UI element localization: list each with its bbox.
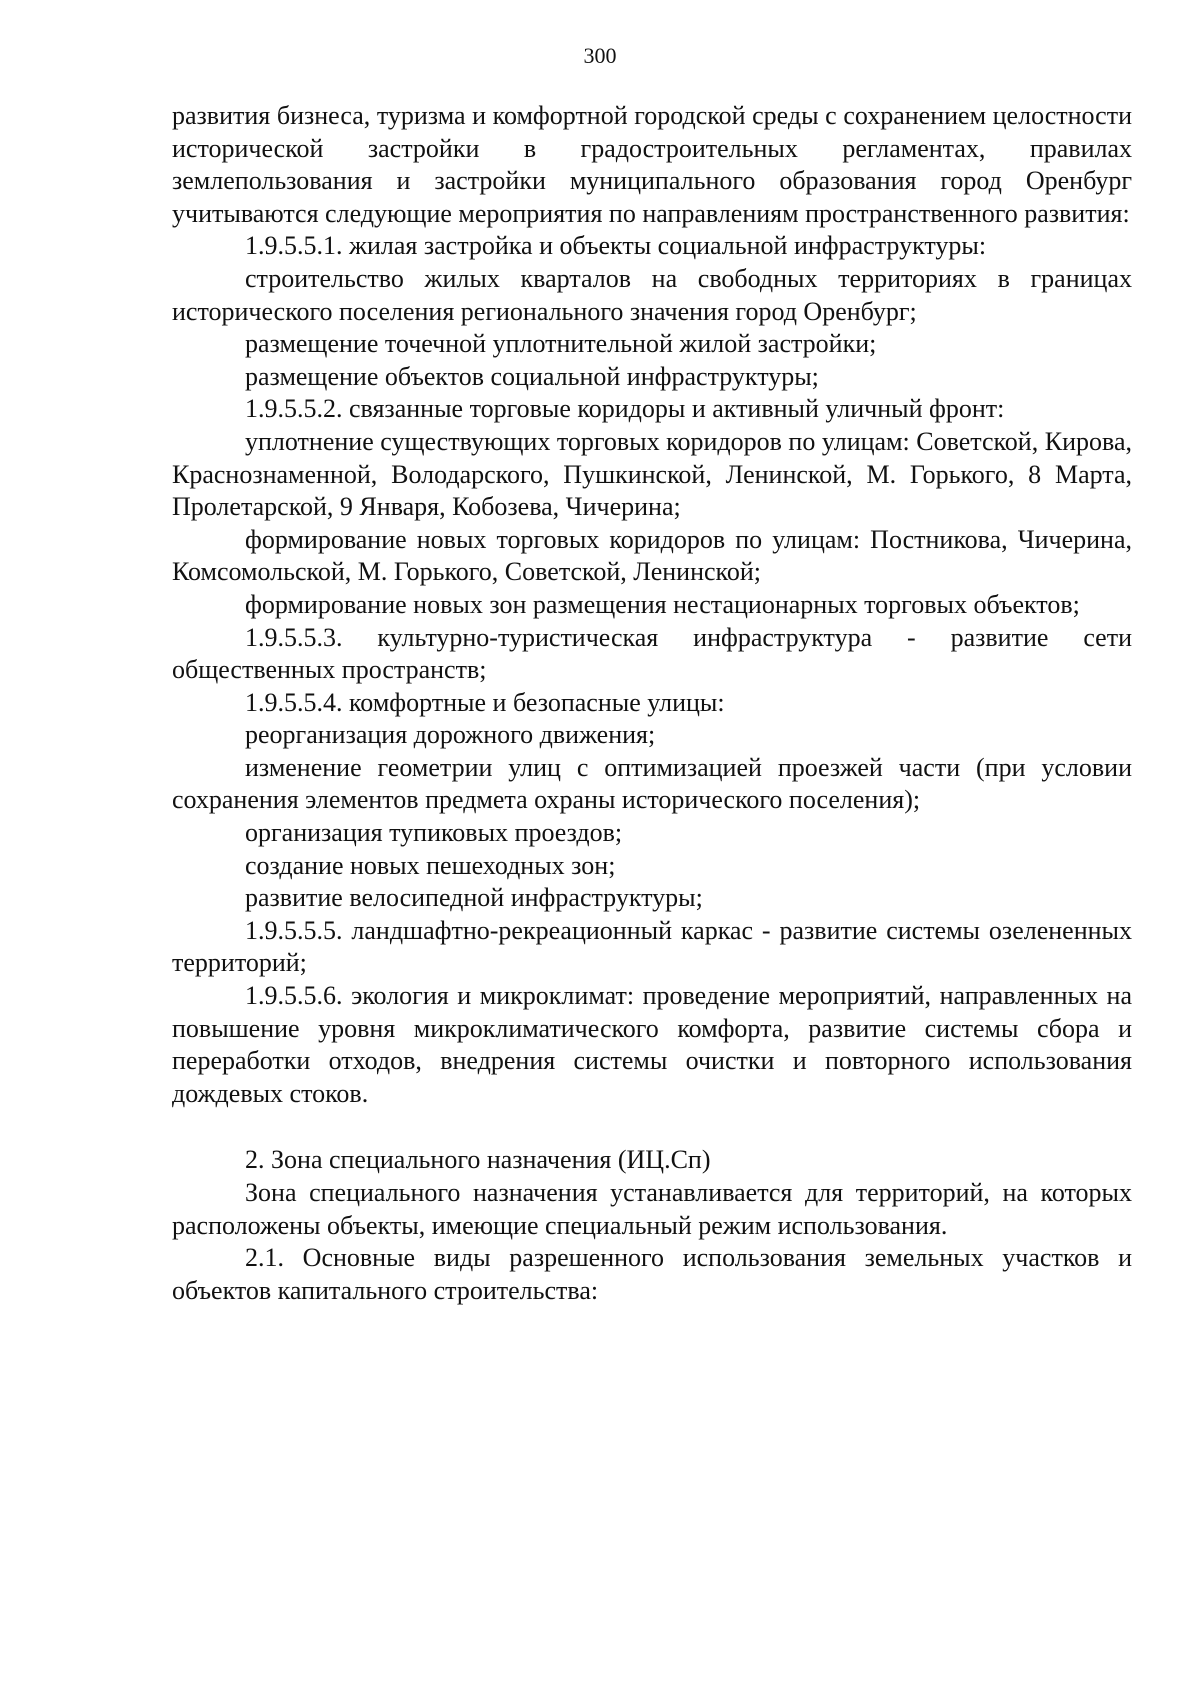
paragraph-item-1-9-5-5-5: 1.9.5.5.5. ландшафтно-рекреационный каркас - развитие системы озелененных территорий;: [172, 915, 1132, 978]
paragraph-nonstationary-zones: формирование новых зон размещения нестационарных торговых объектов;: [245, 589, 1080, 619]
paragraph-item-1-9-5-5-3: 1.9.5.5.3. культурно-туристическая инфраструктура - развитие сети общественных пространств;: [172, 622, 1132, 685]
paragraph-special-zone-definition: Зона специального назначения устанавливается для территорий, на которых расположены объекты, имеющие специальный режим использования.: [172, 1178, 1132, 1240]
paragraph-social-infrastructure: размещение объектов социальной инфраструктуры;: [245, 361, 819, 391]
paragraph-bicycle-infrastructure: развитие велосипедной инфраструктуры;: [245, 883, 703, 913]
paragraph-existing-corridors: уплотнение существующих торговых коридоров по улицам: Советской, Кирова, Краснознаменной, Володарского, Пушкинской, Ленинской, М. Горького, 8 Марта, Пролетарской, 9 Января, Кобозева, Чичерина;: [172, 426, 1132, 522]
paragraph-pedestrian-zones: создание новых пешеходных зон;: [245, 850, 616, 880]
paragraph-housing-construction: строительство жилых кварталов на свободных территориях в границах исторического поселения регионального значения город Оренбург;: [172, 263, 1132, 326]
paragraph-dead-end-passages: организация тупиковых проездов;: [245, 818, 623, 848]
paragraph-item-1-9-5-5-4: 1.9.5.5.4. комфортные и безопасные улицы:: [245, 687, 725, 717]
section-2-heading: 2. Зона специального назначения (ИЦ.Сп): [245, 1145, 711, 1175]
page-number: 300: [583, 43, 617, 68]
paragraph-street-geometry: изменение геометрии улиц с оптимизацией проезжей части (при условии сохранения элементов предмета охраны исторического поселения);: [172, 752, 1132, 815]
section-gap: [172, 1110, 1132, 1144]
paragraph-item-1-9-5-5-1: 1.9.5.5.1. жилая застройка и объекты социальной инфраструктуры:: [245, 231, 987, 261]
paragraph-intro: развития бизнеса, туризма и комфортной городской среды с сохранением целостности исторической застройки в градостроительных регламентах, правилах землепользования и застройки муниципального образования город Оренбург учитываются следующие мероприятия по направлениям пространственного развития:: [172, 101, 1132, 228]
paragraph-infill-housing: размещение точечной уплотнительной жилой застройки;: [245, 329, 877, 359]
paragraph-item-1-9-5-5-6: 1.9.5.5.6. экология и микроклимат: проведение мероприятий, направленных на повышение уровня микроклиматического комфорта, развитие системы сбора и переработки отходов, внедрения системы очистки и повторного использования дождевых стоков.: [172, 981, 1132, 1108]
document-body: [172, 100, 1132, 1307]
paragraph-new-corridors: формирование новых торговых коридоров по улицам: Постникова, Чичерина, Комсомольской, М. Горького, Советской, Ленинской;: [172, 524, 1132, 587]
paragraph-traffic-reorganization: реорганизация дорожного движения;: [245, 720, 656, 750]
paragraph-item-2-1: 2.1. Основные виды разрешенного использования земельных участков и объектов капитального строительства:: [172, 1243, 1132, 1305]
paragraph-item-1-9-5-5-2: 1.9.5.5.2. связанные торговые коридоры и активный уличный фронт:: [245, 394, 1005, 424]
